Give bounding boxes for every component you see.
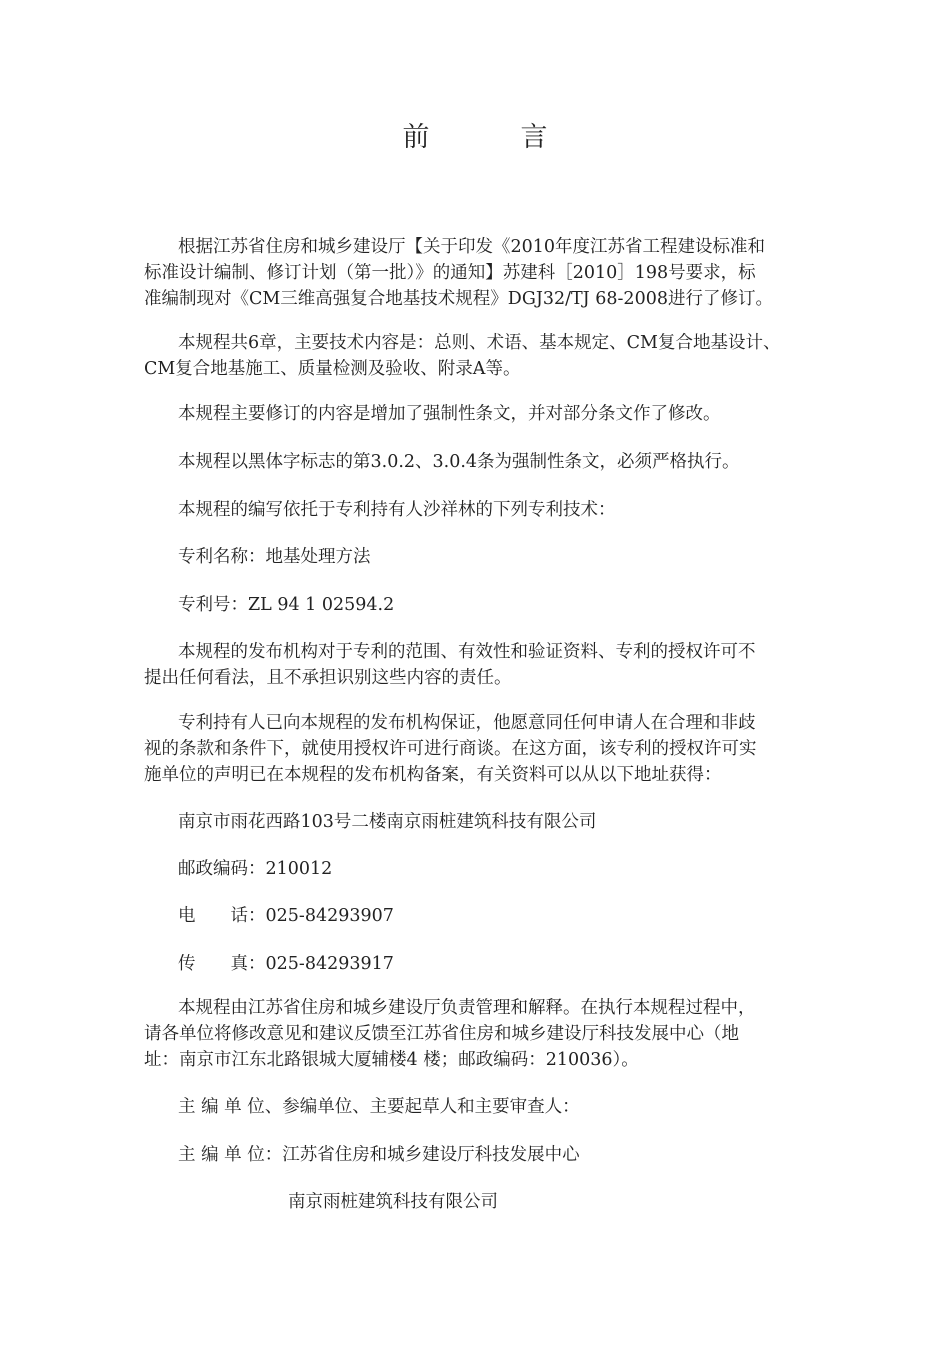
text-line: 南京市雨花西路103号二楼南京雨桩建筑科技有限公司 [178,812,597,832]
text-line: 专利名称：地基处理方法 [178,547,371,567]
text-line: 本规程共6章，主要技术内容是：总则、术语、基本规定、CM复合地基设计、 [178,333,781,353]
text-line: 南京雨桩建筑科技有限公司 [288,1192,498,1212]
text-line: 视的条款和条件下，就使用授权许可进行商谈。在这方面，该专利的授权许可实 [144,739,757,759]
text-line: 本规程的发布机构对于专利的范围、有效性和验证资料、专利的授权许可不 [178,642,756,662]
text-line: 请各单位将修改意见和建议反馈至江苏省住房和城乡建设厅科技发展中心（地 [144,1024,739,1044]
text-line: 传 真：025-84293917 [178,954,394,974]
text-line: 根据江苏省住房和城乡建设厅【关于印发《2010年度江苏省工程建设标准和 [178,237,766,257]
text-line: 邮政编码：210012 [178,859,333,879]
text-line: 施单位的声明已在本规程的发布机构备案，有关资料可以从以下地址获得： [144,765,722,785]
text-line: 电 话：025-84293907 [178,906,394,926]
text-line: 专利号：ZL 94 1 02594.2 [178,595,395,615]
text-line: 本规程主要修订的内容是增加了强制性条文，并对部分条文作了修改。 [178,404,721,424]
text-line: 本规程以黑体字标志的第3.0.2、3.0.4条为强制性条文，必须严格执行。 [178,452,740,472]
text-line: CM复合地基施工、质量检测及验收、附录A等。 [144,359,521,379]
text-line: 主 编 单 位、参编单位、主要起草人和主要审查人： [178,1097,580,1117]
text-line: 址：南京市江东北路银城大厦辅楼4 楼；邮政编码：210036）。 [144,1050,639,1070]
text-line: 准编制现对《CM三维高强复合地基技术规程》DGJ32/TJ 68-2008进行了修订。 [144,289,773,309]
text-line: 本规程由江苏省住房和城乡建设厅负责管理和解释。在执行本规程过程中， [178,998,756,1018]
text-line: 专利持有人已向本规程的发布机构保证，他愿意同任何申请人在合理和非歧 [178,713,756,733]
text-line: 标准设计编制、修订计划（第一批）》的通知】苏建科［2010］198号要求，标 [144,263,756,283]
text-line: 主 编 单 位：江苏省住房和城乡建设厅科技发展中心 [178,1145,580,1165]
text-line: 本规程的编写依托于专利持有人沙祥林的下列专利技术： [178,500,616,520]
page-title: 前 言 [402,122,580,153]
text-line: 提出任何看法，且不承担识别这些内容的责任。 [144,668,512,688]
